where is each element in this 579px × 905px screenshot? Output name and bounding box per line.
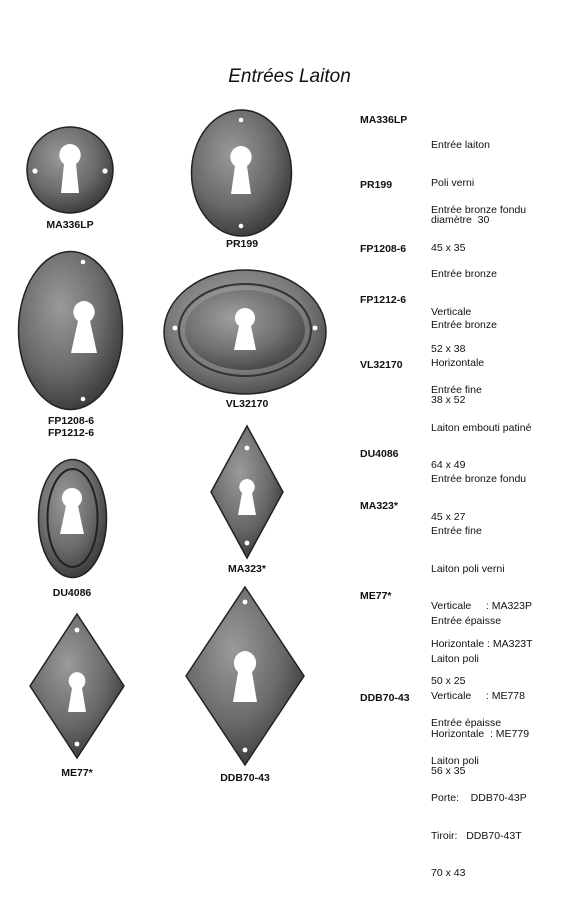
image-label-pr199: PR199 xyxy=(225,238,259,250)
image-label-ddb70-43: DDB70-43 xyxy=(220,772,270,784)
escutcheon-du4086-image xyxy=(37,458,108,579)
description-line: Laiton poli xyxy=(431,754,479,767)
description-line: 56 x 35 xyxy=(431,765,466,777)
product-code: DU4086 xyxy=(360,448,399,460)
description-line: diamètre 30 xyxy=(431,214,490,226)
description-line: Entrée fine xyxy=(431,384,482,396)
description-line: Laiton embouti patiné xyxy=(431,421,532,434)
image-label-fp1208: FP1208-6 FP1212-6 xyxy=(47,415,95,439)
description-line: Entrée bronze fondu xyxy=(431,473,527,485)
product-code: MA323* xyxy=(360,500,398,512)
escutcheon-ddb70-43-image xyxy=(184,585,306,767)
product-code: PR199 xyxy=(360,179,393,191)
escutcheon-ma323-image xyxy=(209,424,285,560)
description-line: 45 x 35 xyxy=(431,241,466,254)
description-line: Entrée bronze xyxy=(431,268,497,280)
escutcheon-ma336lp-image xyxy=(25,125,115,215)
description-line: 52 x 38 xyxy=(431,343,466,355)
description-line: 38 x 52 xyxy=(431,394,466,406)
description-line: Verticale : ME778 xyxy=(431,690,525,702)
description-line: Verticale : MA323P xyxy=(431,600,532,612)
description-line: 45 x 27 xyxy=(431,510,466,523)
description-line: Laiton poli xyxy=(431,652,479,665)
product-code: MA336LP xyxy=(360,114,408,126)
product-code: ME77* xyxy=(360,590,392,602)
description-line: Horizontale xyxy=(431,356,485,369)
description-line: Entrée bronze xyxy=(431,319,497,331)
description-line: Entrée laiton xyxy=(431,139,490,151)
description-line: Entrée épaisse xyxy=(431,717,502,729)
image-label-vl32170: VL32170 xyxy=(225,398,269,410)
description-line: 64 x 49 xyxy=(431,459,466,471)
description-line: Porte: DDB70-43P xyxy=(431,792,527,804)
description-line: 50 x 25 xyxy=(431,675,466,687)
description-line: Entrée bronze fondu xyxy=(431,204,527,216)
escutcheon-vl32170-image xyxy=(162,268,328,396)
description-line: Poli verni xyxy=(431,176,475,189)
image-label-ma323: MA323* xyxy=(228,563,266,575)
description-line: Entrée fine xyxy=(431,525,482,537)
product-code: VL32170 xyxy=(360,359,403,371)
escutcheon-pr199-image xyxy=(190,108,293,238)
escutcheon-fp1208-image xyxy=(17,250,124,411)
image-label-me77: ME77* xyxy=(61,767,93,779)
image-label-ma336lp: MA336LP xyxy=(46,219,94,231)
description-line: Tiroir: DDB70-43T xyxy=(431,829,522,842)
product-code: FP1212-6 xyxy=(360,294,407,306)
description-line: 70 x 43 xyxy=(431,867,466,879)
escutcheon-me77-image xyxy=(28,612,126,760)
description-line: Horizontale : MA323T xyxy=(431,637,533,650)
description-line: Verticale xyxy=(431,305,472,318)
description-line: Horizontale : ME779 xyxy=(431,727,530,740)
image-label-du4086: DU4086 xyxy=(52,587,92,599)
product-code: DDB70-43 xyxy=(360,692,410,704)
description-line: Entrée épaisse xyxy=(431,615,502,627)
description-line: Laiton poli verni xyxy=(431,562,505,575)
product-code: FP1208-6 xyxy=(360,243,407,255)
page-title: Entrées Laiton xyxy=(228,66,351,87)
